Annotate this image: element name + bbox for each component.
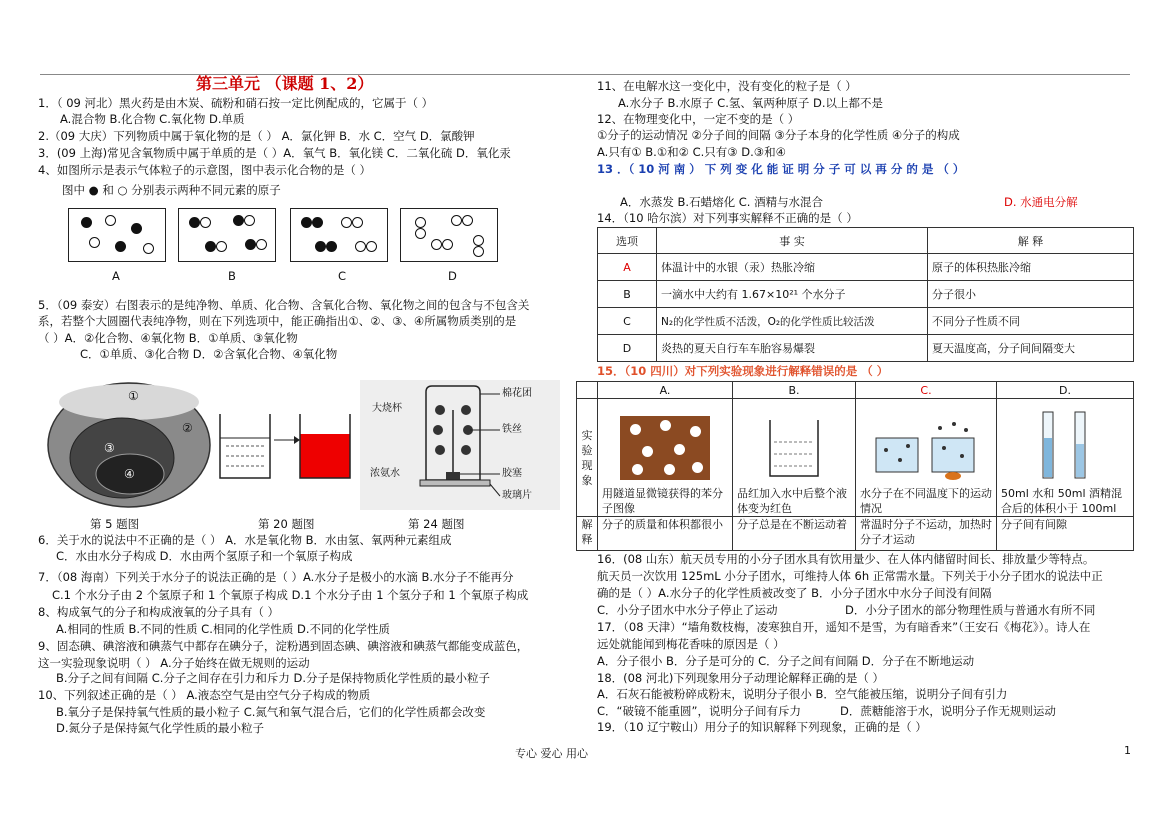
q10-options-bc: B.氧分子是保持氧气性质的最小粒子 C.氮气和氧气混合后，它们的化学性质都会改变 [56,705,486,719]
fig5-label-4: ④ [124,467,135,481]
fig4-label-c: C [338,269,347,283]
t15-cell-b1 [733,399,856,517]
fig24-label-glass: 玻璃片 [502,490,532,501]
table14 [597,227,1134,362]
fig24-label-cotton: 棉花团 [502,388,532,399]
q12: 12、在物理变化中，一定不变的是（ ） [597,112,800,126]
q13: 13 ．（ 10 河 南 ） 下 列 变 化 能 证 明 分 子 可 以 再 分 的 是 （ ） [597,162,965,176]
t15-cell-c1 [856,399,997,517]
q5-line1: 5．（09 泰安）右图表示的是纯净物、单质、化合物、含氧化合物、氧化物之间的包含与不包含关 [38,298,530,312]
q16-option-d: D．小分子团水的部分物理性质与普通水有所不同 [845,603,1096,617]
fig4-label-b: B [228,269,236,283]
q7-options: C.1 个水分子由 2 个氢原子和 1 个氧原子构成 D.1 个水分子由 1 个氢分子和 1 个氧原子构成 [52,588,529,602]
q11: 11、在电解水这一变化中，没有变化的粒子是（ ） [597,79,857,93]
t14-row-c-explain: 不同分子性质不同 [928,308,1134,335]
q9-options: B.分子之间有间隔 C.分子之间存在引力和斥力 D.分子是保持物质化学性质的最小粒子 [56,671,491,685]
t15-cell-a1-text: 用隧道显微镜获得的苯分子图像 [602,487,723,515]
t14-row-b-fact: 一滴水中大约有 1.67×10²¹ 个水分子 [657,281,928,308]
t14-header-explain: 解 释 [928,228,1134,254]
t15-cell-c1-text: 水分子在不同温度下的运动情况 [860,487,992,515]
q6: 6．关于水的说法中不正确的是（ ） A．水是氧化物 B．水由氢、氧两种元素组成 [38,533,452,547]
fig20-diagram [214,404,360,484]
fig24-label-beaker: 大烧杯 [372,403,402,414]
t15-cell-d1-text: 50ml 水和 50ml 酒精混合后的体积小于 100ml [1001,487,1123,515]
t14-header-option: 选项 [598,228,657,254]
q17-line1: 17．（08 天津）“墙角数枝梅，凌寒独自开，遥知不是雪，为有暗香来”（王安石《梅花》）。诗人在 [597,620,1091,634]
q5-options-cd: C．①单质、③化合物 D．②含氧化合物、④氧化物 [80,347,338,361]
q8-options: A.相同的性质 B.不同的性质 C.相同的化学性质 D.不同的化学性质 [56,622,391,636]
q18-option-d: D．蔗糖能溶于水，说明分子作无规则运动 [840,704,1056,718]
beaker-icon [764,416,824,480]
q13-option-d: D. 水通电分解 [1004,195,1078,209]
fig24-label-ammonia: 浓氨水 [370,468,400,479]
t15-cell-b2: 分子总是在不断运动着 [733,517,856,551]
q14: 14．（10 哈尔滨）对下列事实解释不正确的是（ ） [597,211,858,225]
q4-legend: 图中 ● 和 ○ 分别表示两种不同元素的原子 [62,183,281,197]
t14-header-fact: 事 实 [657,228,928,254]
fig24-label-stopper: 胶塞 [502,468,522,479]
q8: 8、构成氧气的分子和构成液氧的分子具有（ ） [38,605,279,619]
t14-row-d-option: D [598,335,657,362]
t14-row-d-explain: 夏天温度高，分子间间隔变大 [928,335,1134,362]
caption-fig5: 第 5 题图 [90,517,140,531]
fig24-label-wire: 铁丝 [502,424,522,435]
q1: 1．（ 09 河北）黑火药是由木炭、硫粉和硝石按一定比例配成的，它属于（ ） [38,96,434,110]
t14-row-c-option: C [598,308,657,335]
fig4-box-d [400,208,498,262]
caption-fig20: 第 20 题图 [258,517,315,531]
q18: 18．(08 河北)下列现象用分子动理论解释正确的是（ ） [597,671,885,685]
t15-row1-label: 实验现象 [577,399,598,517]
fig4-label-d: D [448,269,457,283]
table15 [576,381,1134,551]
fig5-label-2: ② [182,421,193,435]
t15-col-d: D. [997,382,1134,399]
q6-options: C．水由水分子构成 D．水由两个氢原子和一个氧原子构成 [56,549,353,563]
t14-row-d-fact: 炎热的夏天自行车车胎容易爆裂 [657,335,928,362]
t14-row-c-fact: N₂的化学性质不活泼，O₂的化学性质比较活泼 [657,308,928,335]
q18-options-ab: A．石灰石能被粉碎成粉末，说明分子很小 B．空气能被压缩，说明分子间有引力 [597,687,1008,701]
q16-option-c: C．小分子团水中水分子停止了运动 [597,603,778,617]
t15-cell-a1 [598,399,733,517]
q11-options: A.水分子 B.水原子 C.氢、氧两种原子 D.以上都不是 [618,96,884,110]
t15-row2-label: 解释 [577,517,598,551]
cylinders-icon [1035,408,1095,482]
benzene-image [620,416,710,480]
q4: 4、如图所示是表示气体粒子的示意图，图中表示化合物的是（ ） [38,163,371,177]
q13-options-abc: A．水蒸发 B.石蜡熔化 C. 酒精与水混合 [620,195,824,209]
t15-cell-a2: 分子的质量和体积都很小 [598,517,733,551]
q10: 10、下列叙述正确的是（ ） A.液态空气是由空气分子构成的物质 [38,688,371,702]
t15-cell-d2: 分子间有间隙 [997,517,1134,551]
q19: 19．（10 辽宁鞍山）用分子的知识解释下列现象，正确的是（ ） [597,720,927,734]
fig4-box-b [178,208,276,262]
page-title: 第三单元 （课题 1、2） [196,74,374,93]
fig24-diagram [360,380,560,510]
fig4-box-c [290,208,388,262]
q3: 3．(09 上海)常见含氧物质中属于单质的是（ ）A．氧气 B．氧化镁 C．二氧化硫 D．氧化汞 [38,146,511,160]
fig4-label-a: A [112,269,120,283]
q16-line1: 16．(08 山东）航天员专用的小分子团水具有饮用量少、在人体内储留时间长、排放量少等特点。 [597,552,1095,566]
q7: 7．（08 海南）下列关于水分子的说法正确的是（ ）A.水分子是极小的水滴 B.水分子不能再分 [38,570,514,584]
t15-cell-d1 [997,399,1134,517]
t15-col-c: C. [856,382,997,399]
fig5-label-3: ③ [104,441,115,455]
t15-cell-b1-text: 品红加入水中后整个液体变为红色 [737,487,847,515]
q18-option-c: C．“破镜不能重圆”，说明分子间有斥力 [597,704,801,718]
q17-options: A．分子很小 B．分子是可分的 C．分子之间有间隔 D．分子在不断地运动 [597,654,975,668]
fig4-box-a [68,208,166,262]
q10-option-d: D.氮分子是保持氮气化学性质的最小粒子 [56,721,265,735]
t14-row-a-explain: 原子的体积热胀冷缩 [928,254,1134,281]
t14-row-b-explain: 分子很小 [928,281,1134,308]
q12-options: A.只有① B.①和② C.只有③ D.③和④ [597,145,786,159]
t14-row-a-fact: 体温计中的水银（汞）热胀冷缩 [657,254,928,281]
q16-line3: 确的是（ ）A.水分子的化学性质被改变了 B．小分子团水中水分子间没有间隔 [597,586,992,600]
q17-line2: 远处就能闻到梅花香味的原因是（ ） [597,637,785,651]
fig5-diagram [46,380,212,510]
two-beakers-icon [870,416,982,480]
caption-fig24: 第 24 题图 [408,517,465,531]
q15: 15．（10 四川）对下列实验现象进行解释错误的是 （ ） [597,364,889,378]
q9-line2: 这一实验现象说明（ ） A.分子始终在做无规则的运动 [38,656,310,670]
t14-row-b-option: B [598,281,657,308]
fig5-label-1: ① [128,389,139,403]
t15-col-b: B. [733,382,856,399]
t15-col-a: A. [598,382,733,399]
t14-row-a-option: A [598,254,657,281]
q5-options-ab: （ ）A．②化合物、④氧化物 B．①单质、③氧化物 [38,331,298,345]
q16-line2: 航天员一次饮用 125mL 小分子团水，可维持人体 6h 正常需水量。下列关于小分子团水的说法中正 [597,569,1103,583]
q5-line2: 系，若整个大圆圈代表纯净物，则在下列选项中，能正确指出①、②、③、④所属物质类别的是 [38,314,517,328]
q12-items: ①分子的运动情况 ②分子间的间隔 ③分子本身的化学性质 ④分子的构成 [597,128,960,142]
t15-cell-c2: 常温时分子不运动，加热时分子才运动 [856,517,997,551]
q2: 2.（09 大庆）下列物质中属于氧化物的是（ ） A．氯化钾 B．水 C．空气 D．氯酸钾 [38,129,475,143]
q1-options: A.混合物 B.化合物 C.氧化物 D.单质 [60,112,245,126]
q9-line1: 9、固态碘、碘溶液和碘蒸气中都存在碘分子，淀粉遇到固态碘、碘溶液和碘蒸气都能变成蓝色， [38,639,529,653]
page-number: 1 [1124,744,1131,757]
footer-motto: 专心 爱心 用心 [515,747,588,760]
